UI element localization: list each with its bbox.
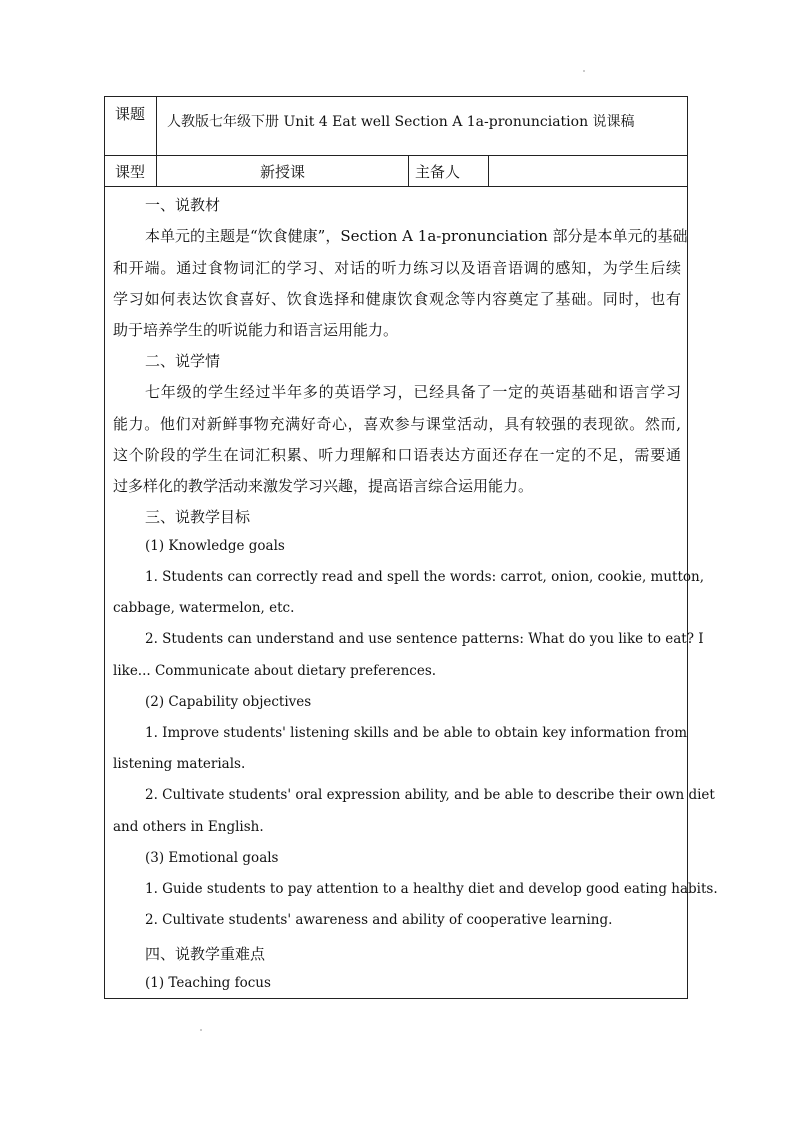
text-line: 这个阶段的学生在词汇积累、听力理解和口语表达方面还存在一定的不足，需要通	[113, 446, 681, 464]
text-line: 和开端。通过食物词汇的学习、对话的听力练习以及语音语调的感知，为学生后续	[113, 259, 681, 277]
type-label: 课型	[115, 162, 146, 181]
topic-value-cell	[157, 97, 687, 155]
section-heading: 四、说教学重难点	[145, 945, 266, 963]
preparer-value-cell	[489, 156, 687, 186]
scan-speck	[583, 70, 585, 72]
text-line: 能力。他们对新鲜事物充满好奇心，喜欢参与课堂活动，具有较强的表现欲。然而,	[113, 415, 681, 433]
text-line: like... Communicate about dietary preferences.	[113, 663, 437, 679]
text-line: 七年级的学生经过半年多的英语学习，已经具备了一定的英语基础和语言学习	[145, 383, 681, 401]
text-line: cabbage, watermelon, etc.	[113, 600, 295, 616]
preparer-label: 主备人	[415, 162, 461, 181]
lesson-plan-table	[104, 96, 718, 999]
topic-value: 人教版七年级下册 Unit 4 Eat well Section A 1a-pronunciation 说课稿	[167, 114, 635, 130]
section-heading: 一、说教材	[145, 196, 221, 214]
text-line: 2. Students can understand and use sentence patterns: What do you like to eat? I	[145, 631, 704, 647]
scan-speck	[200, 1029, 202, 1031]
section-heading: 三、说教学目标	[145, 508, 251, 526]
text-line: 1. Guide students to pay attention to a healthy diet and develop good eating habits.	[145, 881, 718, 897]
preparer-label-cell	[409, 156, 489, 186]
subsection-heading: (2) Capability objectives	[145, 694, 312, 710]
text-line: 1. Improve students' listening skills and be able to obtain key information from	[145, 725, 688, 741]
text-line: and others in English.	[113, 819, 264, 835]
text-line: 过多样化的教学活动来激发学习兴趣，提高语言综合运用能力。	[113, 477, 534, 495]
type-row	[105, 156, 687, 187]
text-line: 学习如何表达饮食喜好、饮食选择和健康饮食观念等内容奠定了基础。同时，也有	[113, 290, 681, 308]
subsection-heading: (3) Emotional goals	[145, 850, 279, 866]
section-heading: 二、说学情	[145, 352, 221, 370]
type-value: 新授课	[259, 162, 305, 181]
subsection-heading: (1) Teaching focus	[145, 975, 271, 991]
text-line: 2. Cultivate students' oral expression ability, and be able to describe their own diet	[145, 787, 715, 803]
text-line: listening materials.	[113, 756, 246, 772]
text-line: 本单元的主题是“饮食健康”，Section A 1a-pronunciation 部分是本单元的基础	[145, 227, 688, 245]
topic-row	[105, 97, 687, 156]
text-line: 1. Students can correctly read and spell the words: carrot, onion, cookie, mutton,	[145, 569, 704, 585]
text-line: 助于培养学生的听说能力和语言运用能力。	[113, 321, 399, 339]
text-line: 2. Cultivate students' awareness and ability of cooperative learning.	[145, 912, 613, 928]
type-value-cell	[157, 156, 409, 186]
topic-label-cell	[105, 97, 157, 155]
subsection-heading: (1) Knowledge goals	[145, 538, 285, 554]
type-label-cell	[105, 156, 157, 186]
topic-label: 课题	[115, 104, 146, 123]
